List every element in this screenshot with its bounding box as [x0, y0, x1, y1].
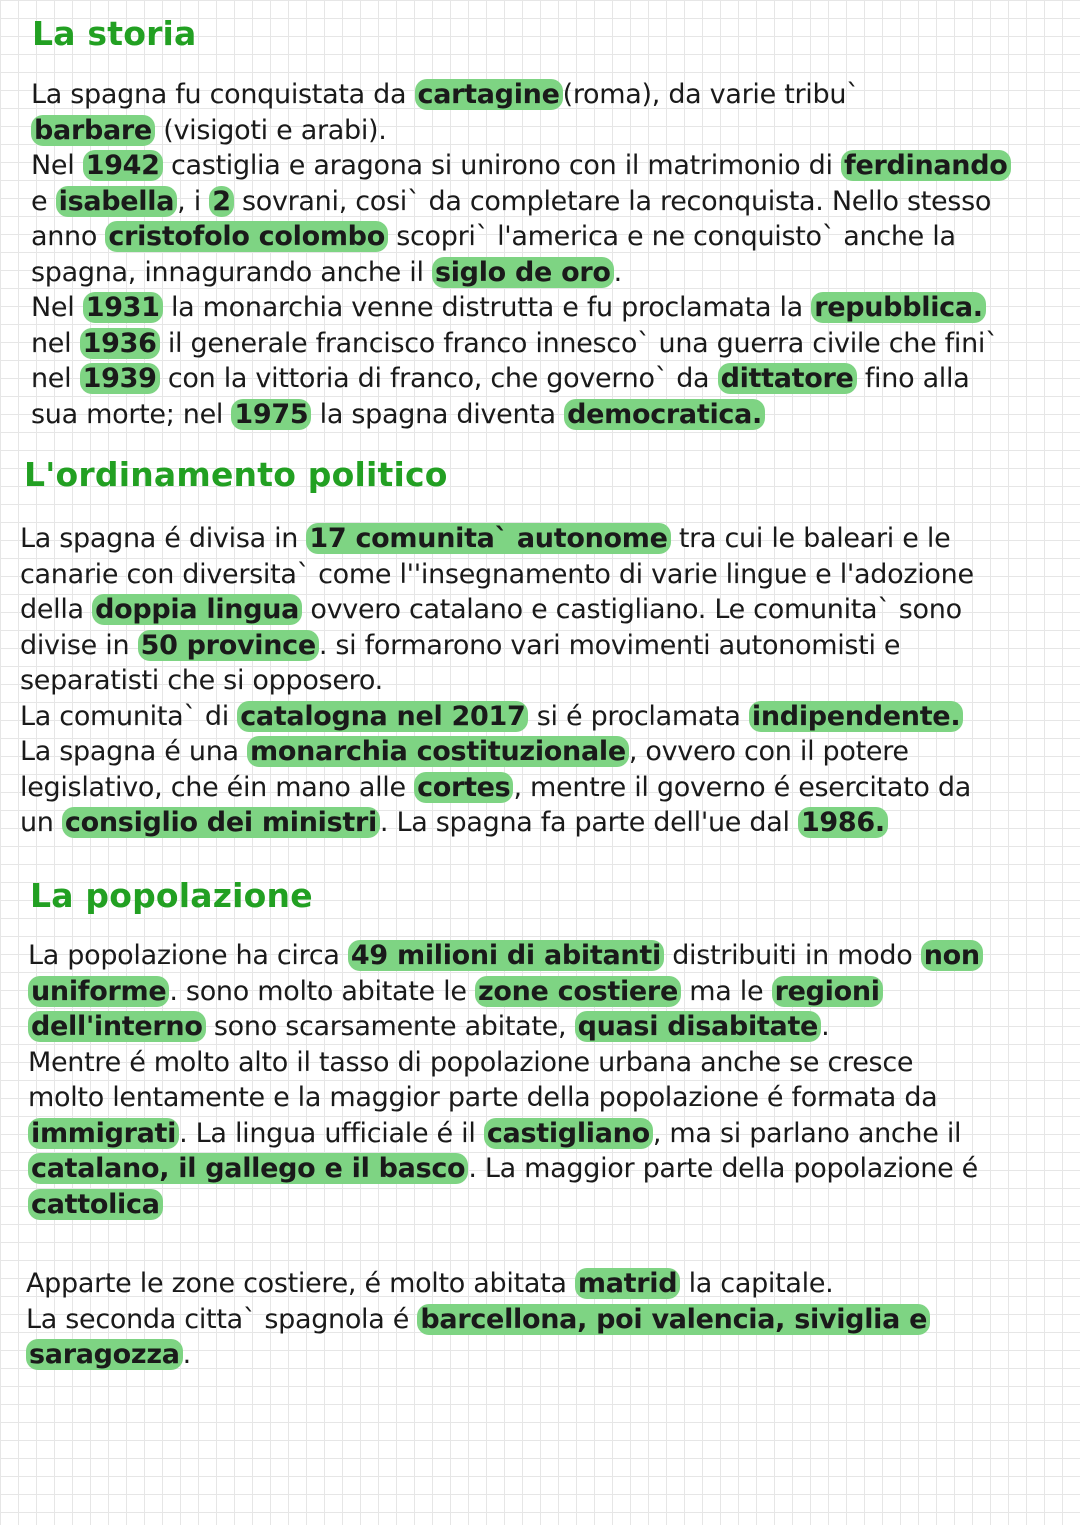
highlighted-term: cartagine [415, 79, 563, 110]
text-segment: . La maggior parte della popolazione é [468, 1153, 978, 1184]
text-segment: ovvero catalano e castigliano. Le comunita` sono [302, 594, 962, 625]
text-segment: La popolazione ha circa [28, 940, 348, 971]
text-segment: castiglia e aragona si unirono con il matrimonio di [162, 150, 841, 181]
text-segment: Nel [31, 292, 83, 323]
highlighted-term: dittatore [718, 363, 857, 394]
text-segment: , ma si parlano anche il [652, 1117, 962, 1149]
text-segment: divise in [20, 629, 138, 661]
text-segment: distribuiti in modo [663, 940, 921, 971]
highlighted-term: regioni [772, 976, 883, 1007]
highlighted-term: catalano, il gallego e il basco [28, 1153, 468, 1184]
text-segment: sovrani, cosi` da completare la reconquista. Nello stesso [233, 185, 992, 217]
highlighted-term: repubblica. [811, 292, 986, 323]
highlighted-term: zone costiere [475, 976, 681, 1007]
text-line [28, 1045, 983, 1081]
highlighted-term: monarchia costituzionale [247, 736, 629, 767]
highlighted-term: isabella [56, 186, 178, 217]
text-segment: (roma), da varie tribu` [562, 79, 860, 110]
text-segment: Mentre é molto alto il tasso di popolazione urbana anche se cresce [28, 1046, 914, 1078]
highlighted-term: ferdinando [841, 150, 1011, 181]
text-segment: canarie con diversita` come l''insegnamento di varie lingue e l'adozione [20, 558, 974, 590]
text-segment: con la vittoria di franco, che governo` da [159, 363, 718, 394]
text-line [20, 521, 974, 557]
text-segment: , ovvero con il potere [628, 736, 909, 767]
paragraph-citta [26, 1266, 930, 1373]
highlighted-term: matrid [575, 1268, 680, 1299]
text-line [26, 1302, 930, 1338]
text-segment: la monarchia venne distrutta e fu proclamata la [162, 292, 812, 323]
text-line [28, 1151, 983, 1187]
paragraph-popolazione [28, 938, 983, 1222]
text-line [28, 1187, 983, 1223]
highlighted-term: cristofolo colombo [105, 221, 388, 252]
highlighted-term: non [921, 940, 983, 971]
text-line [20, 628, 974, 664]
text-segment: tra cui le baleari e le [670, 523, 951, 554]
highlighted-term: consiglio dei ministri [62, 807, 380, 838]
text-line [28, 1009, 983, 1045]
text-line [28, 938, 983, 974]
highlighted-term: barcellona, poi valencia, siviglia e [417, 1304, 930, 1335]
text-segment: . [182, 1339, 191, 1370]
text-line [31, 77, 1011, 113]
highlighted-term: saragozza [26, 1339, 183, 1370]
highlighted-term: cortes [414, 772, 513, 803]
text-segment: molto lentamente e la maggior parte della popolazione é formata da [28, 1082, 938, 1113]
text-segment: , i [177, 185, 210, 217]
highlighted-term: 1975 [231, 399, 311, 430]
text-line [20, 592, 974, 628]
text-segment: sono scarsamente abitate, [205, 1011, 575, 1042]
text-line [28, 1116, 983, 1152]
text-segment: La seconda citta` spagnola é [26, 1303, 418, 1335]
section-title-storia: La storia [32, 14, 197, 53]
text-segment: La spagna é divisa in [20, 523, 307, 554]
text-segment: la capitale. [680, 1268, 834, 1299]
text-line [28, 1080, 983, 1116]
text-segment: legislativo, che éin mano alle [20, 771, 415, 803]
section-title-popolazione: La popolazione [30, 876, 313, 915]
highlighted-term: catalogna nel 2017 [237, 701, 528, 732]
text-line [20, 663, 974, 699]
text-line [20, 770, 974, 806]
text-segment: . La lingua ufficiale é il [179, 1117, 484, 1149]
text-segment: Nel [31, 150, 83, 181]
text-segment: . [821, 1011, 830, 1042]
text-segment: . sono molto abitate le [169, 975, 475, 1007]
text-line [20, 734, 974, 770]
highlighted-term: uniforme [28, 976, 169, 1007]
paragraph-ordinamento [20, 521, 974, 841]
text-segment: . si formarono vari movimenti autonomisti e [318, 629, 901, 661]
highlighted-term: 1936 [80, 328, 160, 359]
text-segment: scopri` l'america e ne conquisto` anche la [387, 221, 956, 252]
highlighted-term: 17 comunita` autonome [306, 523, 670, 554]
text-line [31, 113, 1011, 149]
text-segment: anno [31, 221, 106, 252]
text-segment: La spagna fu conquistata da [31, 79, 415, 110]
highlighted-term: 1931 [83, 292, 163, 323]
highlighted-term: dell'interno [28, 1011, 206, 1042]
text-segment: il generale francisco franco innesco` una guerra civile che fini` [159, 327, 999, 359]
text-line [31, 219, 1011, 255]
text-segment: , mentre il governo é esercitato da [513, 771, 971, 803]
text-segment: la spagna diventa [311, 398, 565, 430]
highlighted-term: 1942 [83, 150, 163, 181]
text-segment: si é proclamata [528, 700, 749, 732]
text-segment: sua morte; nel [31, 398, 232, 430]
text-segment: . La spagna fa parte dell'ue dal [379, 807, 798, 838]
highlighted-term: 49 milioni di abitanti [348, 940, 664, 971]
highlighted-term: quasi disabitate [575, 1011, 822, 1042]
section-title-ordinamento: L'ordinamento politico [24, 455, 448, 494]
highlighted-term: 1939 [80, 363, 160, 394]
text-segment: La comunita` di [20, 700, 238, 732]
highlighted-term: 2 [209, 186, 234, 217]
highlighted-term: castigliano [484, 1118, 653, 1149]
highlighted-term: barbare [31, 115, 155, 146]
text-segment: spagna, innagurando anche il [31, 256, 432, 288]
text-line [28, 974, 983, 1010]
text-segment: nel [31, 327, 80, 359]
highlighted-term: immigrati [28, 1118, 179, 1149]
text-line [20, 557, 974, 593]
text-line [20, 805, 974, 841]
text-segment: separatisti che si opposero. [20, 665, 383, 696]
text-segment: (visigoti e arabi). [154, 114, 387, 146]
text-line [31, 255, 1011, 291]
text-line [31, 184, 1011, 220]
paragraph-storia [31, 77, 1011, 432]
highlighted-term: doppia lingua [92, 594, 302, 625]
text-line [20, 699, 974, 735]
text-line [31, 326, 1011, 362]
highlighted-term: siglo de oro [432, 257, 614, 288]
highlighted-term: indipendente. [749, 701, 963, 732]
text-segment: La spagna é una [20, 736, 248, 767]
text-segment: . [613, 256, 622, 288]
text-line [31, 397, 1011, 433]
text-line [31, 361, 1011, 397]
text-line [31, 290, 1011, 326]
text-segment: ma le [680, 975, 772, 1007]
text-line [26, 1337, 930, 1373]
text-segment: nel [31, 363, 80, 394]
text-segment: della [20, 594, 93, 625]
highlighted-term: democratica. [564, 399, 765, 430]
text-segment: Apparte le zone costiere, é molto abitata [26, 1268, 575, 1299]
text-segment: fino alla [856, 363, 970, 394]
highlighted-term: 50 province [138, 630, 319, 661]
highlighted-term: cattolica [28, 1189, 163, 1220]
text-line [31, 148, 1011, 184]
text-segment: un [20, 807, 62, 838]
text-segment: e [31, 185, 56, 217]
text-line [26, 1266, 930, 1302]
highlighted-term: 1986. [798, 807, 888, 838]
